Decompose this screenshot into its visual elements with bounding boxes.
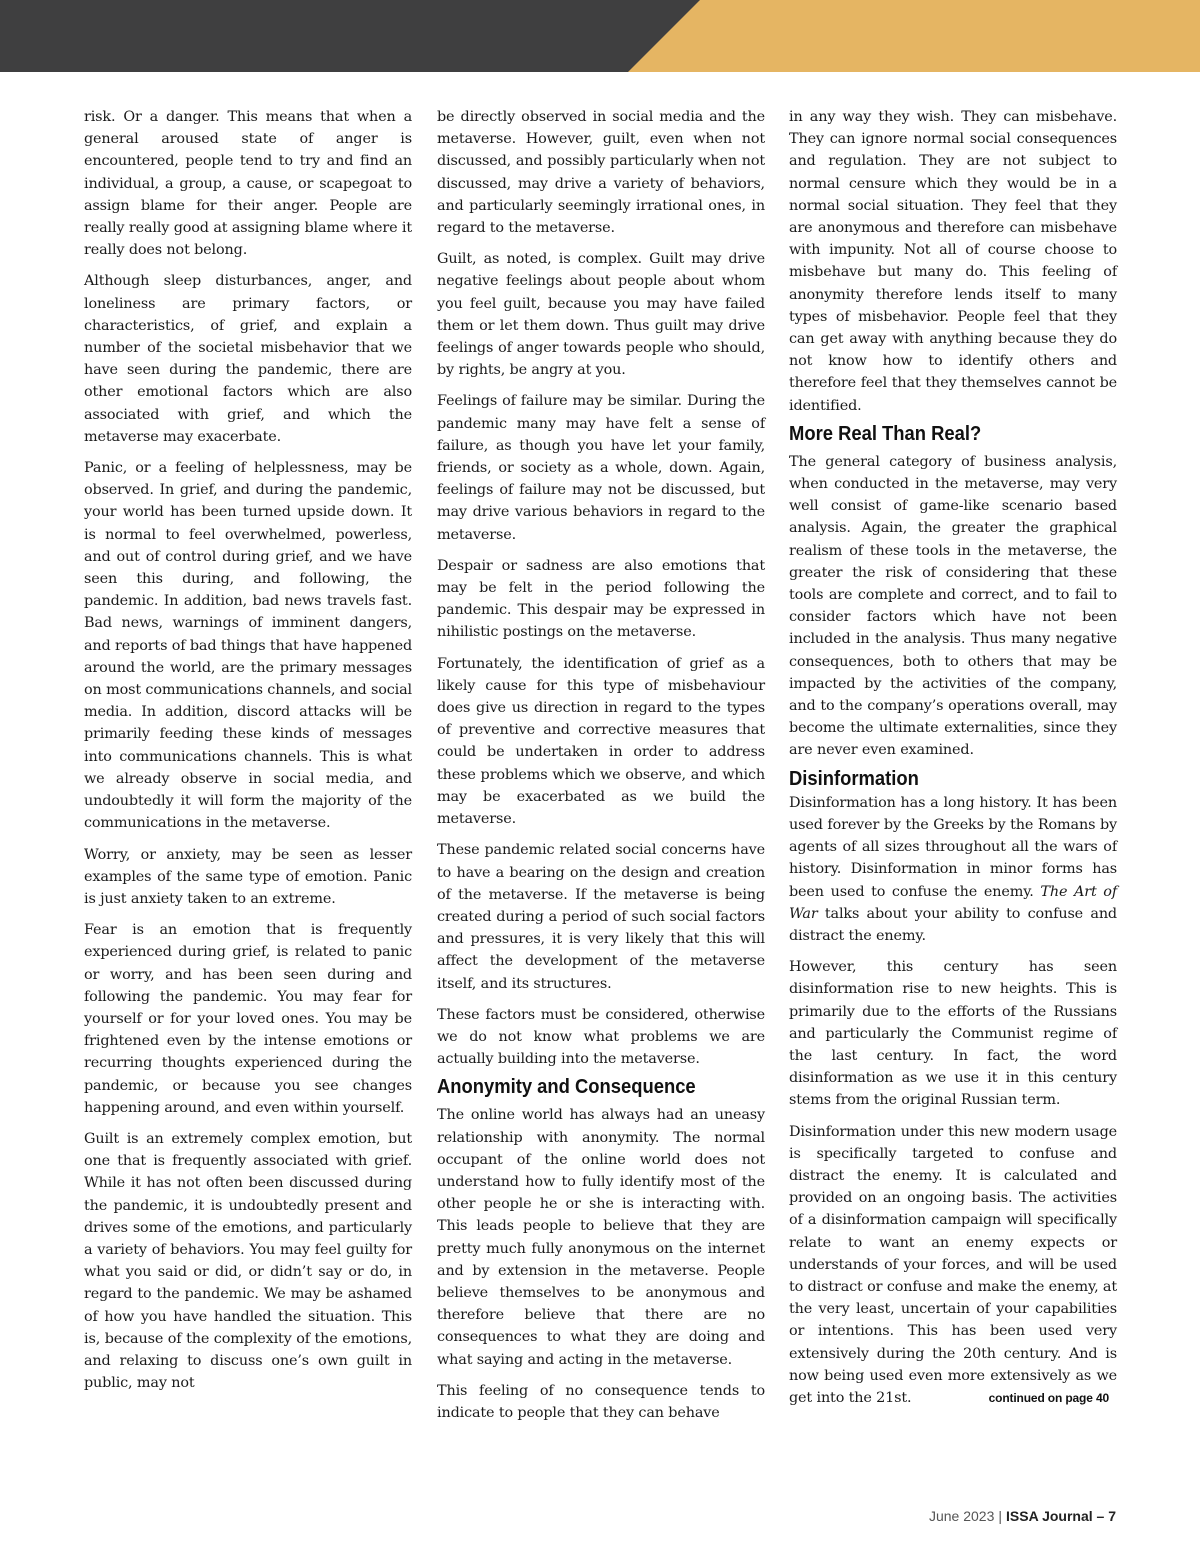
paragraph: Guilt, as noted, is complex. Guilt may drive negative feelings about people about whom you feel guilt, because you may have failed them or let them down. Thus guilt may drive feelings of anger towards people who should, by rights, be angry at you.	[437, 251, 765, 379]
page-footer	[929, 1508, 1116, 1524]
paragraph: The general category of business analysis, when conducted in the metaverse, may very well consist of game-like scenario based analysis. Again, the greater the graphical realism of these tools in the metaverse, the greater the risk of considering that these tools are complete and correct, and to fail to consider factors which have not been included in the analysis. Thus many negative consequences, both to others that may be impacted by the activities of the company, and to the company’s operations overall, may become the ultimate externalities, since they are never even examined.	[789, 453, 1117, 759]
paragraph: The online world has always had an uneasy relationship with anonymity. The normal occupant of the online world does not understand how to fully identify most of the other people he or she is interacting with. This leads people to believe that they are pretty much fully anonymous on the internet and by extension in the metaverse. People believe themselves to be anonymous and therefore believe that there are no consequences to what they are doing and what saying and acting in the metaverse.	[437, 1107, 765, 1368]
footer-separator: |	[998, 1508, 1003, 1524]
column-1	[84, 106, 412, 1394]
continued-link[interactable]: continued on page 40	[988, 1390, 1109, 1405]
header-banner	[0, 0, 1200, 72]
column-2	[437, 106, 765, 1424]
paragraph: These pandemic related social concerns have to have a bearing on the design and creation of the metaverse. If the metaverse is being created during a period of such social factors and pressures, it is very likely that this will affect the development of the metaverse itself, and its structures.	[437, 842, 765, 992]
paragraph: However, this century has seen disinformation rise to new heights. This is primarily due to the efforts of the Russians and particularly the Communist regime of the last century. In fact, the word disinformation as we use it in this century stems from the original Russian term.	[789, 959, 1117, 1109]
column-3	[789, 106, 1117, 1409]
paragraph-disinformation-history	[789, 792, 1117, 947]
banner-graphic	[0, 0, 1200, 72]
paragraph: This feeling of no consequence tends to indicate to people that they can behave	[437, 1382, 765, 1421]
paragraph: Worry, or anxiety, may be seen as lesser examples of the same type of emotion. Panic is just anxiety taken to an extreme.	[84, 846, 412, 907]
paragraph: risk. Or a danger. This means that when a general aroused state of anger is encountered, people tend to try and find an individual, a group, a cause, or scapegoat to assign blame for their anger. People are really really good at assigning blame where it really does not belong.	[84, 109, 412, 259]
paragraph-text: Disinformation has a long history. It has been used forever by the Greeks by the Romans by agents of all sizes throughout all the wars of history. Disinformation in minor forms has been used to confuse the enemy.	[789, 794, 1117, 900]
paragraph: be directly observed in social media and the metaverse. However, guilt, even when not discussed, and possibly particularly when not discussed, may drive a variety of behaviors, and particularly seemingly irrational ones, in regard to the metaverse.	[437, 109, 765, 237]
paragraph-text: talks about your ability to confuse and distract the enemy.	[789, 905, 1117, 944]
paragraph-with-continuation	[789, 1121, 1117, 1410]
issue-date: June 2023	[928, 1508, 995, 1524]
journal-page-number: ISSA Journal – 7	[1006, 1508, 1116, 1524]
paragraph: Feelings of failure may be similar. During the pandemic many may have felt a sense of failure, as though you have let your family, friends, or society as a whole, down. Again, feelings of failure may not be discussed, but may drive various behaviors in regard to the metaverse.	[437, 393, 765, 543]
paragraph: in any way they wish. They can misbehave. They can ignore normal social consequences and regulation. They are not subject to normal censure which they would be in a normal social situation. They feel that they are anonymous and therefore can misbehave with impunity. Not all of course choose to misbehave but many do. This feeling of anonymity therefore lends itself to many types of misbehavior. People feel that they can get away with anything because they do not know how to identify others and therefore feel that they themselves cannot be identified.	[789, 109, 1117, 414]
paragraph: Panic, or a feeling of helplessness, may be observed. In grief, and during the pandemic, your world has been turned upside down. It is normal to feel overwhelmed, powerless, and out of control during grief, and we have seen this during, and following, the pandemic. In addition, bad news travels fast. Bad news, warnings of imminent dangers, and reports of bad things that have happened around the world, are the primary messages on most communications channels, and social media. In addition, discord attacks will be primarily feeding these kinds of messages into communications channels. This is what we already observe in social media, and undoubtedly it will form the majority of the communications in the metaverse.	[84, 460, 413, 832]
book-title: The Art of War	[789, 883, 1118, 922]
article-body	[84, 106, 1118, 1486]
section-heading-anonymity: Anonymity and Consequence	[437, 1076, 696, 1099]
banner-gold-wedge	[628, 0, 1200, 72]
paragraph-text: Disinformation under this new modern usage is specifically targeted to confuse and distract the enemy. It is calculated and provided on an ongoing basis. The activities of a disinformation campaign will specifically relate to want an enemy expects or understands of your forces, and will be used to distract or confuse and make the enemy, at the very least, uncertain of your capabilities or intentions. This has been used very extensively during the 20th century. And is now being used even more extensively as we get into the 21st.	[789, 1123, 1117, 1406]
paragraph: Fortunately, the identification of grief as a likely cause for this type of misbehaviour does give us direction in regard to the types of preventive and corrective measures that could be undertaken in order to address these problems which we observe, and which may be exacerbated as we build the metaverse.	[437, 655, 765, 828]
paragraph: These factors must be considered, otherwise we do not know what problems we are actually building into the metaverse.	[437, 1006, 765, 1068]
paragraph: Although sleep disturbances, anger, and loneliness are primary factors, or characteristics, of grief, and explain a number of the societal misbehavior that we have seen during the pandemic, there are other emotional factors which are also associated with grief, and which the metaverse may exacerbate.	[84, 273, 412, 445]
paragraph: Despair or sadness are also emotions that may be felt in the period following the pandemic. This despair may be expressed in nihilistic postings on the metaverse.	[437, 557, 765, 641]
section-heading-disinformation: Disinformation	[789, 767, 919, 790]
paragraph: Fear is an emotion that is frequently experienced during grief, is related to panic or worry, and has been seen during and following the pandemic. You may fear for yourself or for your loved ones. You may be frightened even by the intense emotions or recurring thoughts experienced during the pandemic, or because you see changes happening around, and even within yourself.	[84, 922, 412, 1116]
section-heading-more-real: More Real Than Real?	[789, 422, 982, 445]
paragraph: Guilt is an extremely complex emotion, but one that is frequently associated with grief. While it has not often been discussed during the pandemic, it is undoubtedly present and drives some of the emotions, and particularly a variety of behaviors. You may feel guilty for what you said or did, or didn’t say or do, in regard to the pandemic. We may be ashamed of how you have handled the situation. This is, because of the complexity of the emotions, and relaxing to discuss one’s own guilt in public, may not	[84, 1130, 412, 1392]
